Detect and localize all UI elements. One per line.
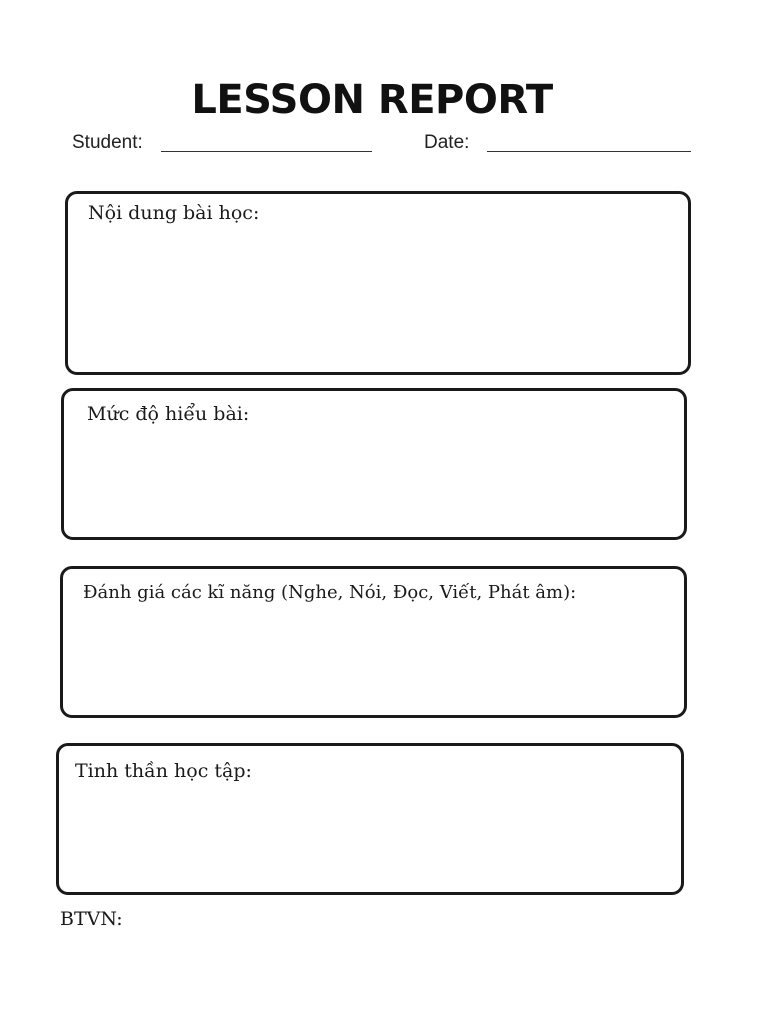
- skills-assessment-label: Đánh giá các kĩ năng (Nghe, Nói, Đọc, Viết, Phát âm):: [83, 582, 577, 603]
- page-title: LESSON REPORT: [191, 77, 553, 123]
- date-field[interactable]: [487, 151, 691, 152]
- date-label: Date:: [424, 132, 470, 153]
- understanding-level-label: Mức độ hiểu bài:: [87, 403, 250, 425]
- homework-label: BTVN:: [60, 908, 123, 930]
- student-label: Student:: [72, 132, 143, 153]
- student-field[interactable]: [161, 151, 372, 152]
- lesson-content-label: Nội dung bài học:: [88, 202, 260, 224]
- learning-attitude-label: Tinh thần học tập:: [75, 760, 252, 782]
